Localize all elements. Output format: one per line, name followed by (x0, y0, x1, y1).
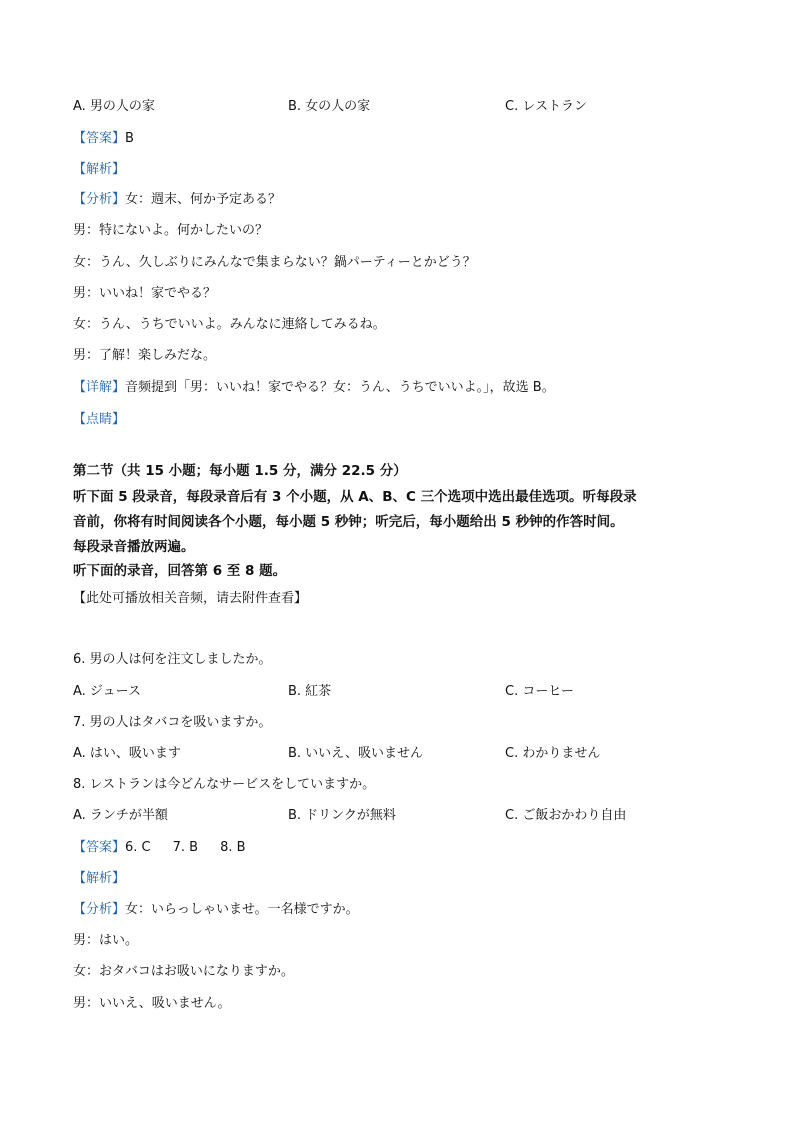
dialogue-text: 女：週末、何か予定ある？ (125, 192, 282, 207)
option-c: C. わかりません (505, 746, 601, 761)
dialogue-line: 男：了解！楽しみだな。 (73, 348, 217, 363)
dialogue-text: 女：いらっしゃいませ。一名様ですか。 (125, 902, 359, 917)
option-b: B. いいえ、吸いません (288, 746, 423, 761)
answer-line (73, 839, 246, 857)
answer-value: B (125, 131, 134, 146)
question-stem: 7. 男の人はタバコを吸いますか。 (73, 715, 272, 730)
fenxi-tag: 【分析】 (73, 902, 126, 917)
option-c: C. レストラン (505, 99, 587, 114)
answer-tag: 【答案】 (73, 840, 126, 855)
detail-line (73, 379, 555, 397)
question-stem: 8. レストランは今どんなサービスをしていますか。 (73, 777, 376, 792)
instruction-line: 听下面 5 段录音，每段录音后有 3 个小题，从 A、B、C 三个选项中选出最佳选项。听每段录 (73, 489, 637, 505)
instruction-line: 听下面的录音，回答第 6 至 8 题。 (73, 563, 287, 579)
dialogue-line: 男：特にないよ。何かしたいの？ (73, 223, 269, 238)
answer-7: 7. B (172, 840, 199, 855)
option-b: B. 女の人の家 (288, 99, 371, 114)
option-a: A. ランチが半額 (73, 808, 168, 823)
dialogue-line (73, 901, 359, 919)
section-title: 第二节（共 15 小题；每小题 1.5 分，满分 22.5 分） (73, 463, 407, 479)
comment-tag: 【点睛】 (73, 412, 126, 427)
dialogue-line (73, 191, 281, 209)
option-a: A. ジュース (73, 684, 142, 699)
option-b: B. ドリンクが無料 (288, 808, 396, 823)
question-stem: 6. 男の人は何を注文しましたか。 (73, 652, 272, 667)
answer-tag: 【答案】 (73, 131, 126, 146)
instruction-line: 音前，你将有时间阅读各个小题，每小题 5 秒钟；听完后，每小题给出 5 秒钟的作答时间。 (73, 514, 624, 530)
dialogue-line: 男：はい。 (73, 933, 139, 948)
detail-text: 音频提到「男：いいね！家でやる？女：うん、うちでいいよ。」，故选 B。 (125, 380, 555, 395)
instruction-line: 每段录音播放两遍。 (73, 539, 195, 555)
answer-6: 6. C (125, 840, 151, 855)
option-c: C. コーヒー (505, 684, 574, 699)
dialogue-line: 女：うん、久しぶりにみんなで集まらない？鍋パーティーとかどう？ (73, 255, 476, 270)
analysis-tag: 【解析】 (73, 162, 126, 177)
dialogue-line: 男：いいえ、吸いません。 (73, 996, 231, 1011)
detail-tag: 【详解】 (73, 380, 126, 395)
option-a: A. はい、吸います (73, 746, 181, 761)
answer-line (73, 130, 134, 148)
dialogue-line: 男：いいね！家でやる？ (73, 286, 217, 301)
option-c: C. ご飯おかわり自由 (505, 808, 627, 823)
option-b: B. 紅茶 (288, 684, 332, 699)
option-a: A. 男の人の家 (73, 99, 155, 114)
audio-note: 【此处可播放相关音频，请去附件查看】 (73, 591, 308, 606)
fenxi-tag: 【分析】 (73, 192, 126, 207)
analysis-tag: 【解析】 (73, 871, 126, 886)
dialogue-line: 女：うん、うちでいいよ。みんなに連絡してみるね。 (73, 317, 386, 332)
answer-8: 8. B (220, 840, 246, 855)
dialogue-line: 女：おタバコはお吸いになりますか。 (73, 964, 294, 979)
